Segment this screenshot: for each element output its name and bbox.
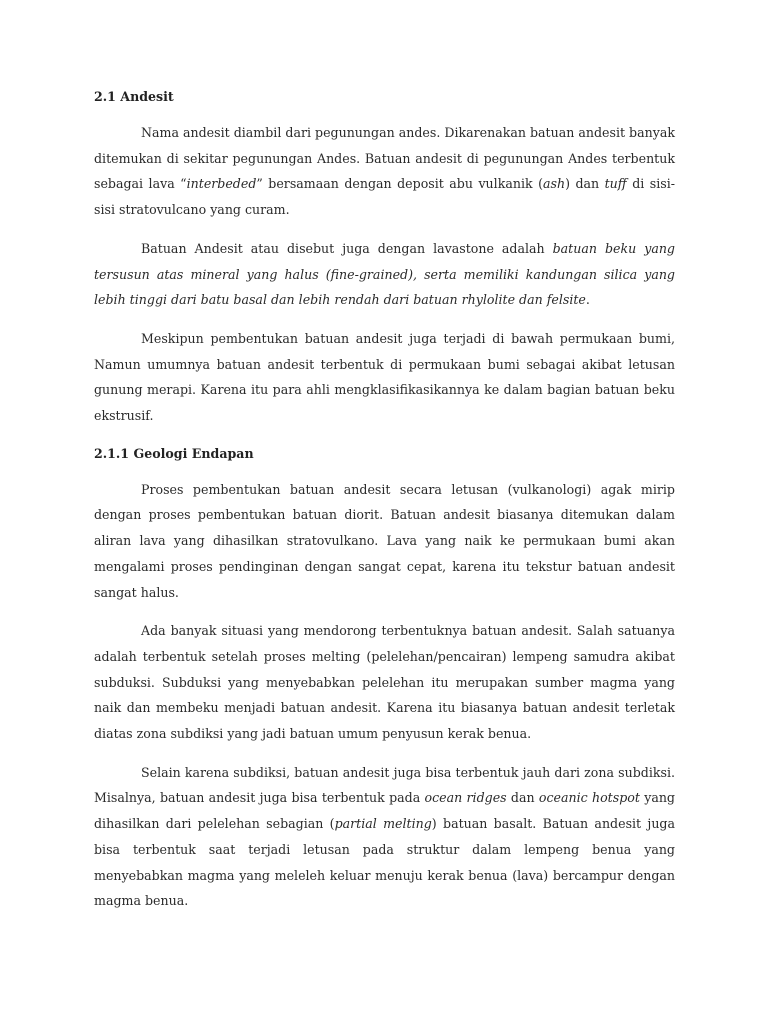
paragraph-selain-subdiksi xyxy=(94,760,675,914)
text-run: . xyxy=(585,292,590,308)
text-run: ) batuan basalt. Batuan andesit juga bisa terbentuk saat terjadi letusan pada struktur dalam lempeng benua yang menyebabkan magma yang meleleh keluar menuju kerak benua (lava) bercampur dengan magma benua. xyxy=(94,816,675,909)
paragraph-proses-pembentukan: Proses pembentukan batuan andesit secara letusan (vulkanologi) agak mirip dengan proses pembentukan batuan diorit. Batuan andesit biasanya ditemukan dalam aliran lava yang dihasilkan stratovulkano. Lava yang naik ke permukaan bumi akan mengalami proses pendinginan dengan sangat cepat, karena itu tekstur batuan andesit sangat halus. xyxy=(94,481,675,600)
italic-term: ocean ridges xyxy=(424,790,507,806)
section-heading-geologi-endapan: 2.1.1 Geologi Endapan xyxy=(94,445,254,461)
text-run: ” bersamaan dengan deposit abu vulkanik ( xyxy=(256,176,543,192)
paragraph-definisi xyxy=(94,236,675,313)
paragraph-subduksi: Ada banyak situasi yang mendorong terbentuknya batuan andesit. Salah satuanya adalah terbentuk setelah proses melting (pelelehan/pencairan) lempeng samudra akibat subduksi. Subduksi yang menyebabkan pelelehan itu merupakan sumber magma yang naik dan membeku menjadi batuan andesit. Karena itu biasanya batuan andesit terletak diatas zona subdiksi yang jadi batuan umum penyusun kerak benua. xyxy=(94,623,675,742)
paragraph-asal-nama xyxy=(94,120,675,223)
text-run: dan xyxy=(506,790,539,806)
text-run: ) dan xyxy=(565,176,605,192)
text-run: yang dihasilkan dari pelelehan sebagian ( xyxy=(94,790,675,832)
text-run: Nama andesit diambil dari pegunungan andes. Dikarenakan batuan andesit banyak ditemukan di sekitar pegunungan Andes. Batuan andesit di pegunungan Andes terbentuk sebagai lava “ xyxy=(94,125,675,192)
section-heading-andesit: 2.1 Andesit xyxy=(94,89,174,104)
italic-term: oceanic hotspot xyxy=(538,790,640,806)
italic-definition: batuan beku yang tersusun atas mineral yang halus (fine-grained), serta memiliki kandungan silica yang lebih tinggi dari batu basal dan lebih rendah dari batuan rhylolite dan felsite xyxy=(94,240,675,308)
document-page xyxy=(94,88,675,914)
text-run: Selain karena subdiksi, batuan andesit juga bisa terbentuk jauh dari zona subdiksi. Misalnya, batuan andesit juga bisa terbentuk pada xyxy=(94,764,675,806)
italic-term: partial melting xyxy=(334,816,432,832)
italic-term: ash xyxy=(543,176,566,192)
italic-term: tuff xyxy=(604,176,627,192)
italic-term: interbeded xyxy=(186,176,257,192)
text-run: Batuan Andesit atau disebut juga dengan lavastone adalah xyxy=(141,240,553,256)
text-run: di sisi-sisi stratovulcano yang curam. xyxy=(94,176,675,218)
paragraph-ekstrusif: Meskipun pembentukan batuan andesit juga terjadi di bawah permukaan bumi, Namun umumnya batuan andesit terbentuk di permukaan bumi sebagai akibat letusan gunung merapi. Karena itu para ahli mengklasifikasikannya ke dalam bagian batuan beku ekstrusif. xyxy=(94,330,675,424)
